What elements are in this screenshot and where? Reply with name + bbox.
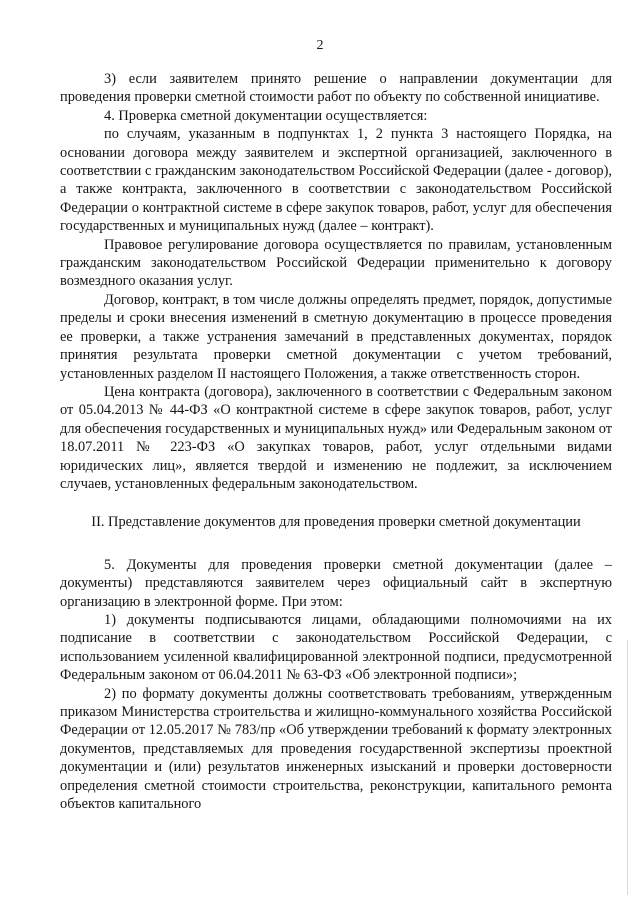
section-heading: II. Представление документов для проведения проверки сметной документации bbox=[91, 514, 581, 531]
paragraph-item-3: 3) если заявителем принято решение о направлении документации для проведения проверки сметной стоимости работ по объекту по собственной инициативе. bbox=[60, 71, 612, 106]
document-body bbox=[60, 70, 612, 813]
paragraph-subitem-1: 1) документы подписываются лицами, обладающими полномочиями на их подписание в соответствии с законодательством Российской Федерации, с использованием усиленной квалифицированной электронной подписи, предусмотренной Федеральным законом от 06.04.2011 № 63-ФЗ «Об электронной подписи»; bbox=[60, 611, 612, 684]
paragraph-contract-price: Цена контракта (договора), заключенного в соответствии с Федеральным законом от 05.04.2013 № 44-ФЗ «О контрактной системе в сфере закупок товаров, работ, услуг для обеспечения государственных и муниципальных нужд» или Федеральным законом от 18.07.2011 № 223-ФЗ «О закупках товаров, работ, услуг отдельными видами юридических лиц», является твердой и изменению не подлежит, за исключением случаев, установленных федеральным законодательством. bbox=[60, 383, 612, 492]
scan-edge-line bbox=[627, 640, 628, 895]
paragraph-legal-regulation: Правовое регулирование договора осуществляется по правилам, установленным гражданским законодательством Российской Федерации применительно к договору возмездного оказания услуг. bbox=[60, 236, 612, 290]
paragraph-section-5: 5. Документы для проведения проверки сметной документации (далее – документы) представляются заявителем через официальный сайт в экспертную организацию в электронной форме. При этом: bbox=[60, 556, 612, 610]
paragraph-cases: по случаям, указанным в подпунктах 1, 2 пункта 3 настоящего Порядка, на основании договора между заявителем и экспертной организацией, заключенного в соответствии с гражданским законодательством Российской Федерации (далее - договор), а также контракта, заключенного в соответствии с законодательством Российской Федерации о контрактной системе в сфере закупок товаров, работ, услуг для обеспечения государственных и муниципальных нужд (далее – контракт). bbox=[60, 126, 612, 235]
paragraph-section-4: 4. Проверка сметной документации осуществляется: bbox=[104, 107, 428, 124]
paragraph-subitem-2: 2) по формату документы должны соответствовать требованиям, утвержденным приказом Министерства строительства и жилищно-коммунального хозяйства Российской Федерации от 12.05.2017 № 783/пр «Об утверждении требований к формату электронных документов, представляемых для проведения государственной экспертизы проектной документации и (или) результатов инженерных изысканий и проверки достоверности определения сметной стоимости строительства, реконструкции, капитального ремонта объектов капитального bbox=[60, 685, 612, 813]
page-number: 2 bbox=[316, 38, 324, 53]
paragraph-contract-terms: Договор, контракт, в том числе должны определять предмет, порядок, допустимые пределы и сроки внесения изменений в сметную документацию в процессе проведения ее проверки, а также устранения замечаний в представленных документах, порядок принятия результата проверки сметной документации с учетом требований, установленных разделом II настоящего Положения, а также ответственность сторон. bbox=[60, 291, 612, 382]
